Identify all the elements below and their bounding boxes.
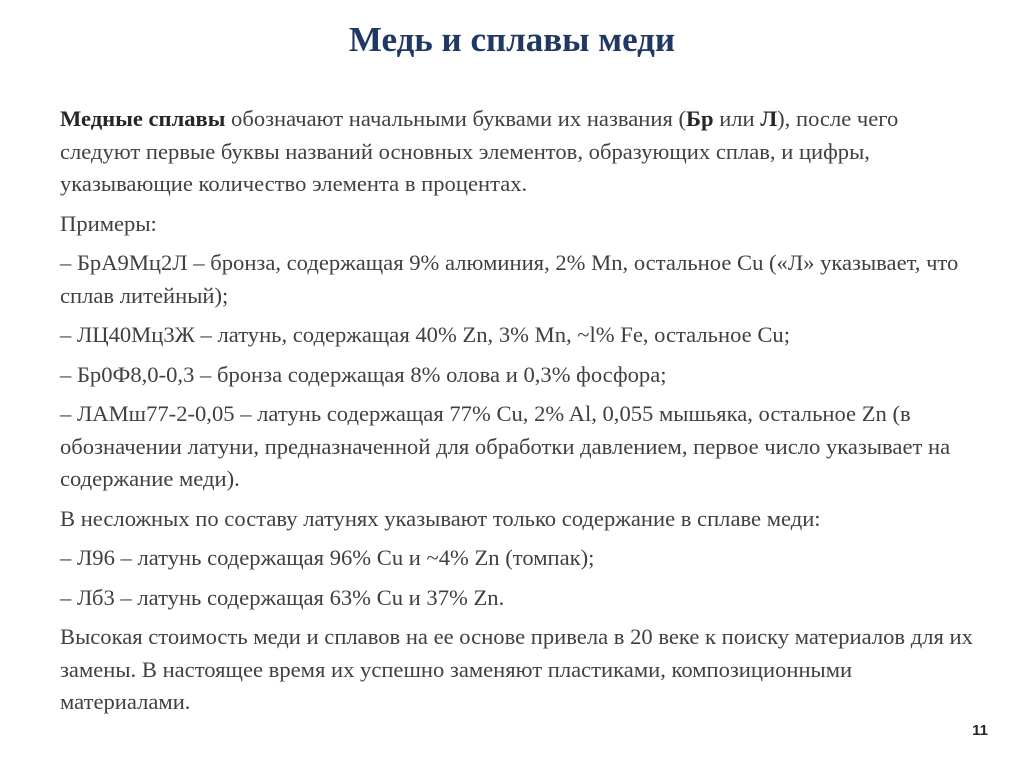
- simple-brass-intro: В несложных по составу латунях указывают только содержание в сплаве меди:: [60, 505, 821, 531]
- example-item: – БрА9Мц2Л – бронза, содержащая 9% алюминия, 2% Mn, остальное Cu («Л» указывает, что сплав литейный);: [60, 250, 959, 308]
- intro-text-or: или: [713, 106, 761, 131]
- intro-text-1: обозначают начальными буквами их названия (: [225, 106, 687, 131]
- example-item: – ЛЦ40Мц3Ж – латунь, содержащая 40% Zn, 3% Mn, ~l% Fe, остальное Cu;: [60, 322, 790, 347]
- examples-label: Примеры:: [60, 210, 157, 236]
- page-number: 11: [972, 722, 988, 739]
- slide-title: Медь и сплавы меди: [348, 20, 676, 59]
- example-item: – ЛАМш77-2-0,05 – латунь содержащая 77% Cu, 2% Al, 0,055 мышьяка, остальное Zn (в обозначении латуни, предназначенной для обработки давлением, первое число указывает на содержание меди).: [60, 401, 951, 491]
- intro-text-2: ), после чего следуют первые буквы названий основных элементов, образующих сплав, и цифры, указывающие количество элемента в процентах.: [60, 106, 899, 196]
- intro-paragraph: [60, 103, 980, 201]
- simple-example-item: – Лб3 – латунь содержащая 63% Cu и 37% Zn.: [60, 584, 505, 610]
- abbr-bronze: Бр: [686, 106, 714, 131]
- intro-term: Медные сплавы: [60, 106, 226, 131]
- example-item: – Бр0Ф8,0-0,3 – бронза содержащая 8% олова и 0,3% фосфора;: [60, 361, 667, 387]
- abbr-brass: Л: [760, 106, 778, 131]
- conclusion-paragraph: Высокая стоимость меди и сплавов на ее основе привела в 20 веке к поиску материалов для их замены. В настоящее время их успешно заменяют пластиками, композиционными материалами.: [60, 624, 973, 714]
- slide-body: [60, 103, 980, 726]
- simple-example-item: – Л96 – латунь содержащая 96% Cu и ~4% Zn (томпак);: [60, 545, 595, 570]
